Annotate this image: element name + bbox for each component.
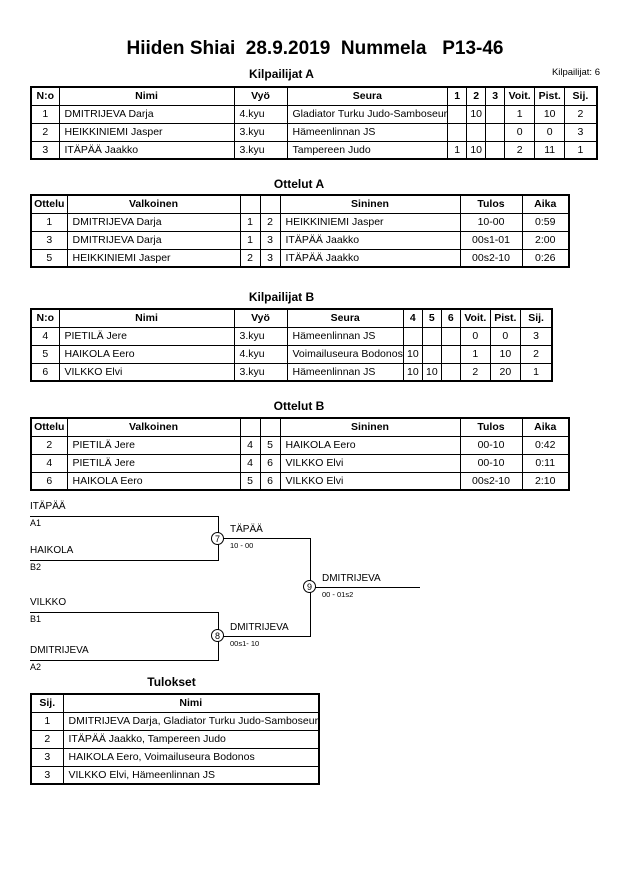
cell-match: 3 <box>31 231 67 249</box>
matches-a-heading: Ottelut A <box>273 177 325 191</box>
bracket-score: 00 - 01s2 <box>322 590 354 599</box>
table-row <box>31 345 552 363</box>
col-header-no: N:o <box>31 309 59 327</box>
cell-belt: 3.kyu <box>234 141 287 159</box>
bracket-winner-name: DMITRIJEVA <box>230 622 289 633</box>
cell-r3 <box>486 123 505 141</box>
cell-points: 10 <box>490 345 520 363</box>
cell-result: 00-10 <box>460 454 522 472</box>
col-header-club: Seura <box>287 87 448 105</box>
cell-time: 0:11 <box>522 454 569 472</box>
cell-r2 <box>467 123 486 141</box>
table-row <box>31 141 597 159</box>
bracket-winner-line <box>218 538 310 539</box>
cell-wins: 0 <box>505 123 535 141</box>
cell-belt: 4.kyu <box>234 345 287 363</box>
cell-blue-no: 6 <box>260 454 280 472</box>
cell-no: 1 <box>31 105 59 123</box>
col-header-belt: Vyö <box>234 87 287 105</box>
col-header-match: Ottelu <box>31 418 67 436</box>
table-row <box>31 327 552 345</box>
cell-blue: ITÄPÄÄ Jaakko <box>280 249 460 267</box>
cell-place: 1 <box>520 363 552 381</box>
bracket-winner-line <box>218 636 310 637</box>
cell-blue-no: 5 <box>260 436 280 454</box>
cell-wins: 0 <box>460 327 490 345</box>
col-header-place: Sij. <box>31 694 63 712</box>
cell-white: HEIKKINIEMI Jasper <box>67 249 240 267</box>
bracket-entry-name: HAIKOLA <box>30 545 74 556</box>
matches-b-heading: Ottelut B <box>273 399 325 413</box>
bracket-entry-name: ITÄPÄÄ <box>30 501 66 512</box>
cell-white-no: 1 <box>240 213 260 231</box>
table-row <box>31 748 319 766</box>
header-row <box>31 694 319 712</box>
col-header-result: Tulos <box>460 418 522 436</box>
cell-r3 <box>441 327 460 345</box>
bracket-score: 10 - 00 <box>230 541 254 550</box>
cell-name: ITÄPÄÄ Jaakko, Tampereen Judo <box>63 730 319 748</box>
col-header-points: Pist. <box>535 87 565 105</box>
col-header-match: Ottelu <box>31 195 67 213</box>
cell-no: 5 <box>31 345 59 363</box>
cell-result: 00-10 <box>460 436 522 454</box>
cell-wins: 2 <box>460 363 490 381</box>
cell-blue: VILKKO Elvi <box>280 454 460 472</box>
cell-place: 1 <box>565 141 597 159</box>
bracket-entry-seed: A1 <box>30 518 42 528</box>
col-header-blue-no <box>260 195 280 213</box>
cell-club: Tampereen Judo <box>287 141 448 159</box>
cell-white-no: 5 <box>240 472 260 490</box>
cell-r3 <box>486 141 505 159</box>
col-header-club: Seura <box>287 309 403 327</box>
col-header-place: Sij. <box>520 309 552 327</box>
cell-r1 <box>403 327 422 345</box>
col-header-place: Sij. <box>565 87 597 105</box>
cell-place: 2 <box>520 345 552 363</box>
bracket-winner-line <box>310 587 420 588</box>
col-header-white: Valkoinen <box>67 418 240 436</box>
cell-blue: HEIKKINIEMI Jasper <box>280 213 460 231</box>
col-header-r1: 1 <box>448 87 467 105</box>
cell-place: 1 <box>31 712 63 730</box>
col-header-r2: 5 <box>422 309 441 327</box>
col-header-time: Aika <box>522 418 569 436</box>
cell-name: VILKKO Elvi <box>59 363 234 381</box>
col-header-belt: Vyö <box>234 309 287 327</box>
match-number-circle: 9 <box>303 580 316 593</box>
col-header-r2: 2 <box>467 87 486 105</box>
cell-r2 <box>422 327 441 345</box>
cell-club: Gladiator Turku Judo-Samboseur <box>287 105 448 123</box>
bracket-winner-name: DMITRIJEVA <box>322 573 381 584</box>
cell-match: 2 <box>31 436 67 454</box>
cell-wins: 1 <box>505 105 535 123</box>
cell-r3 <box>486 105 505 123</box>
cell-match: 6 <box>31 472 67 490</box>
cell-place: 3 <box>31 748 63 766</box>
cell-no: 3 <box>31 141 59 159</box>
col-header-r3: 6 <box>441 309 460 327</box>
matches-a-table <box>30 194 570 268</box>
cell-name: ITÄPÄÄ Jaakko <box>59 141 234 159</box>
table-row <box>31 363 552 381</box>
cell-r2: 10 <box>467 105 486 123</box>
cell-blue-no: 2 <box>260 213 280 231</box>
table-row <box>31 105 597 123</box>
pool-b-table <box>30 308 553 382</box>
pool-a-table <box>30 86 598 160</box>
cell-blue-no: 3 <box>260 249 280 267</box>
cell-blue: ITÄPÄÄ Jaakko <box>280 231 460 249</box>
cell-r2: 10 <box>422 363 441 381</box>
col-header-time: Aika <box>522 195 569 213</box>
cell-match: 1 <box>31 213 67 231</box>
cell-name: DMITRIJEVA Darja <box>59 105 234 123</box>
cell-r2: 10 <box>467 141 486 159</box>
cell-wins: 2 <box>505 141 535 159</box>
cell-match: 4 <box>31 454 67 472</box>
col-header-no: N:o <box>31 87 59 105</box>
cell-no: 6 <box>31 363 59 381</box>
col-header-blue: Sininen <box>280 418 460 436</box>
col-header-blue: Sininen <box>280 195 460 213</box>
bracket-line <box>30 612 218 613</box>
cell-name: HAIKOLA Eero <box>59 345 234 363</box>
cell-points: 10 <box>535 105 565 123</box>
cell-belt: 3.kyu <box>234 123 287 141</box>
cell-time: 0:59 <box>522 213 569 231</box>
cell-r1: 10 <box>403 345 422 363</box>
cell-r3 <box>441 345 460 363</box>
col-header-wins: Voit. <box>505 87 535 105</box>
cell-white-no: 1 <box>240 231 260 249</box>
cell-blue: VILKKO Elvi <box>280 472 460 490</box>
cell-place: 3 <box>31 766 63 784</box>
col-header-wins: Voit. <box>460 309 490 327</box>
cell-no: 4 <box>31 327 59 345</box>
cell-white-no: 4 <box>240 454 260 472</box>
matches-b-table <box>30 417 570 491</box>
cell-r3 <box>441 363 460 381</box>
cell-name: DMITRIJEVA Darja, Gladiator Turku Judo-Samboseur <box>63 712 319 730</box>
match-number-circle: 8 <box>211 629 224 642</box>
cell-points: 0 <box>490 327 520 345</box>
col-header-r1: 4 <box>403 309 422 327</box>
cell-time: 0:26 <box>522 249 569 267</box>
col-header-name: Nimi <box>59 87 234 105</box>
elimination-bracket <box>0 499 630 675</box>
col-header-name: Nimi <box>63 694 319 712</box>
cell-white: DMITRIJEVA Darja <box>67 231 240 249</box>
cell-white-no: 2 <box>240 249 260 267</box>
cell-time: 2:10 <box>522 472 569 490</box>
col-header-white-no <box>240 195 260 213</box>
cell-time: 2:00 <box>522 231 569 249</box>
header-row <box>31 309 552 327</box>
pool-b-heading: Kilpailijat B <box>248 290 315 304</box>
cell-r1 <box>448 123 467 141</box>
header-row <box>31 87 597 105</box>
cell-white: DMITRIJEVA Darja <box>67 213 240 231</box>
col-header-blue-no <box>260 418 280 436</box>
cell-name: VILKKO Elvi, Hämeenlinnan JS <box>63 766 319 784</box>
cell-points: 0 <box>535 123 565 141</box>
bracket-score: 00s1- 10 <box>230 639 260 648</box>
cell-blue-no: 6 <box>260 472 280 490</box>
cell-r1: 10 <box>403 363 422 381</box>
cell-belt: 3.kyu <box>234 327 287 345</box>
col-header-white: Valkoinen <box>67 195 240 213</box>
cell-points: 20 <box>490 363 520 381</box>
page-title: Hiiden Shiai 28.9.2019 Nummela P13-46 <box>126 38 504 59</box>
results-table <box>30 693 320 785</box>
cell-points: 11 <box>535 141 565 159</box>
bracket-entry-seed: B1 <box>30 614 42 624</box>
cell-club: Voimailuseura Bodonos <box>287 345 403 363</box>
cell-white: PIETILÄ Jere <box>67 436 240 454</box>
cell-no: 2 <box>31 123 59 141</box>
cell-r1 <box>448 105 467 123</box>
cell-name: HEIKKINIEMI Jasper <box>59 123 234 141</box>
cell-club: Hämeenlinnan JS <box>287 327 403 345</box>
cell-white-no: 4 <box>240 436 260 454</box>
cell-belt: 4.kyu <box>234 105 287 123</box>
table-row <box>31 472 569 490</box>
cell-place: 3 <box>520 327 552 345</box>
cell-name: HAIKOLA Eero, Voimailuseura Bodonos <box>63 748 319 766</box>
table-row <box>31 249 569 267</box>
cell-blue: HAIKOLA Eero <box>280 436 460 454</box>
col-header-result: Tulos <box>460 195 522 213</box>
cell-wins: 1 <box>460 345 490 363</box>
cell-white: PIETILÄ Jere <box>67 454 240 472</box>
bracket-line <box>30 660 218 661</box>
cell-r1: 1 <box>448 141 467 159</box>
header-row <box>31 195 569 213</box>
cell-result: 00s1-01 <box>460 231 522 249</box>
bracket-entry-name: VILKKO <box>30 597 67 608</box>
col-header-white-no <box>240 418 260 436</box>
bracket-line <box>30 516 218 517</box>
bracket-entry-seed: B2 <box>30 562 42 572</box>
match-number-circle: 7 <box>211 532 224 545</box>
cell-match: 5 <box>31 249 67 267</box>
cell-place: 2 <box>31 730 63 748</box>
cell-place: 3 <box>565 123 597 141</box>
bracket-winner-name: TÄPÄÄ <box>230 524 263 535</box>
table-row <box>31 712 319 730</box>
table-row <box>31 454 569 472</box>
table-row <box>31 730 319 748</box>
pool-a-heading: Kilpailijat A <box>249 67 314 81</box>
col-header-name: Nimi <box>59 309 234 327</box>
col-header-r3: 3 <box>486 87 505 105</box>
cell-white: HAIKOLA Eero <box>67 472 240 490</box>
cell-result: 10-00 <box>460 213 522 231</box>
cell-club: Hämeenlinnan JS <box>287 363 403 381</box>
header-row <box>31 418 569 436</box>
col-header-points: Pist. <box>490 309 520 327</box>
cell-r2 <box>422 345 441 363</box>
bracket-entry-name: DMITRIJEVA <box>30 645 89 656</box>
competitors-count: Kilpailijat: 6 <box>551 67 600 78</box>
cell-blue-no: 3 <box>260 231 280 249</box>
cell-time: 0:42 <box>522 436 569 454</box>
cell-result: 00s2-10 <box>460 472 522 490</box>
bracket-entry-seed: A2 <box>30 662 42 672</box>
table-row <box>31 123 597 141</box>
cell-club: Hämeenlinnan JS <box>287 123 448 141</box>
table-row <box>31 213 569 231</box>
bracket-line <box>30 560 218 561</box>
results-heading: Tulokset <box>147 675 196 689</box>
table-row <box>31 231 569 249</box>
table-row <box>31 436 569 454</box>
cell-belt: 3.kyu <box>234 363 287 381</box>
table-row <box>31 766 319 784</box>
cell-result: 00s2-10 <box>460 249 522 267</box>
cell-place: 2 <box>565 105 597 123</box>
cell-name: PIETILÄ Jere <box>59 327 234 345</box>
